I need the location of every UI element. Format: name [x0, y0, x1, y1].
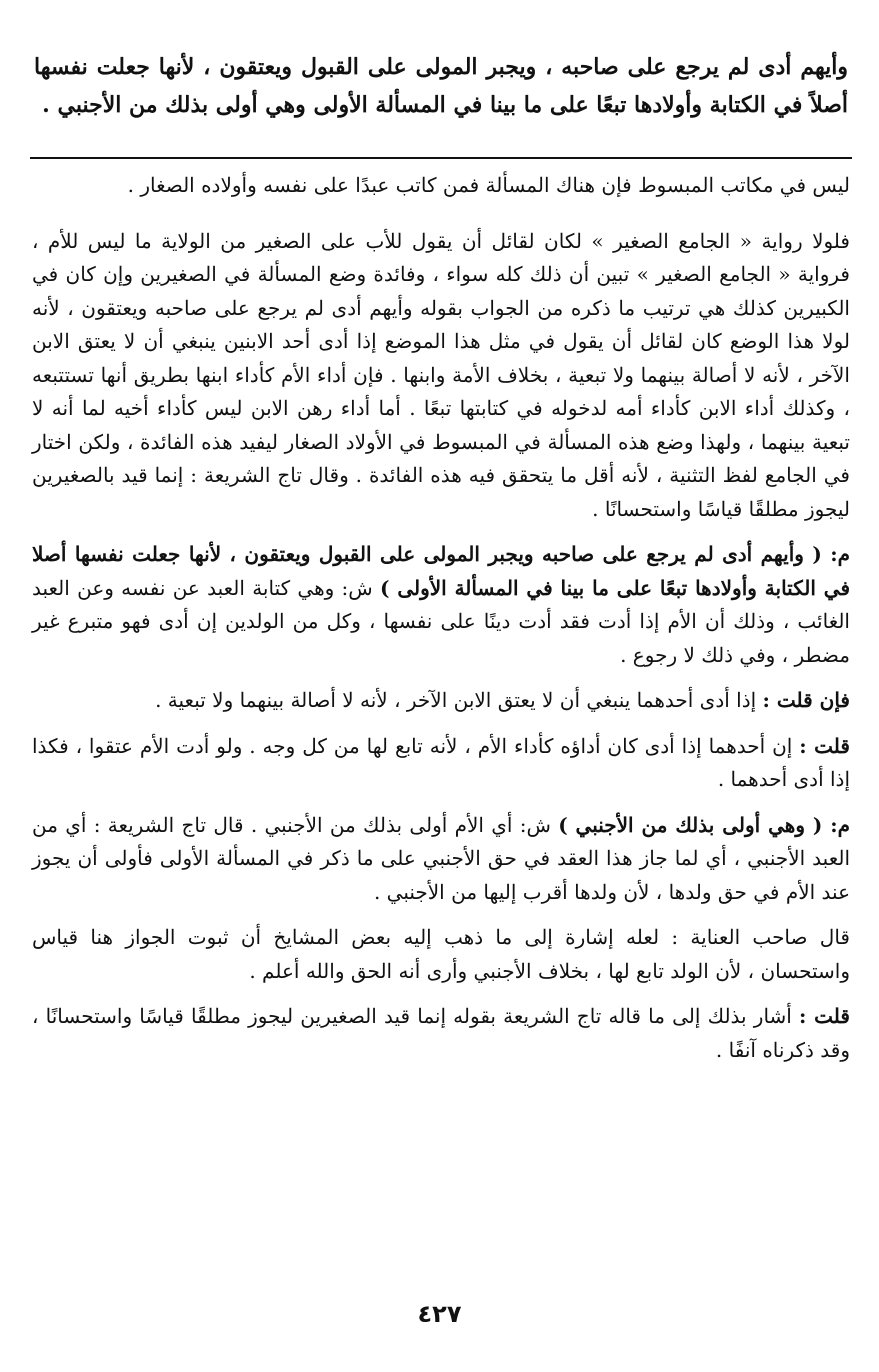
paragraph-text: قال صاحب العناية : لعله إشارة إلى ما ذهب إليه بعض المشايخ أن ثبوت الجواز هنا قياس واستحسان ، لأن الولد تابع لها ، بخلاف الأجنبي وأرى أنه الحق والله أعلم .	[32, 925, 850, 983]
commentary-paragraph-5	[30, 730, 852, 797]
paragraph-text: فلولا رواية « الجامع الصغير » لكان لقائل أن يقول للأب على الصغير من الولاية ما ليس للأم ، فرواية « الجامع الصغير » تبين أن ذلك كله سواء ، وفائدة وضع المسألة في الصغيرين وإن كان في الكبيرين كذلك هي ترتيب ما ذكره من الجواب بقوله وأيهم أدى لم يرجع على صاحبه ويعتقون ، لأنه لولا هذا الوضع كان لقائل أن يقول في مثل هذا الموضع إذا أدى أحد الابنين ينبغي أن لا يعتق الابن الآخر ، لأنه لا أصالة بينهما ولا تبعية ، بخلاف الأمة وابنها . فإن أداء الأم كأداء ابنها بطريق أنها تستتبعه ، وكذلك أداء الابن كأداء أمه لدخوله في كتابتها تبعًا . أما أداء رهن الابن ليس كأداء أخيه لما أنه لا تبعية بينهما ، ولهذا وضع هذه المسألة في المبسوط في الأولاد الصغار ليفيد هذه الفائدة ، ولكن اختار في الجامع لفظ التثنية ، لأنه أقل ما يتحقق فيه هذه الفائدة . وقال تاج الشريعة : إنما قيد بالصغيرين ليجوز مطلقًا قياسًا واستحسانًا .	[32, 228, 850, 521]
commentary-paragraph-2	[30, 225, 852, 527]
commentary	[30, 169, 852, 1067]
footnote-divider	[30, 157, 852, 159]
page-body	[30, 48, 852, 1079]
commentary-paragraph-1	[30, 169, 852, 203]
paragraph-lead: قلت :	[799, 733, 850, 758]
paragraph-text: ش: وهي كتابة العبد عن نفسه وعن العبد الغائب ، وذلك أن الأم إذا أدت فقد أدت دينًا على نفسها ، وكل من الولدين إن أدى فهو متبرع غير مضطر ، وفي ذلك لا رجوع .	[32, 575, 850, 667]
paragraph-text: ش: أي الأم أولى بذلك من الأجنبي . قال تاج الشريعة : أي من العبد الأجنبي ، أي لما جاز هذا العقد في حق الأجنبي على ما ذكر في المسألة الأولى فأولى أن يجوز عند الأم في حق ولدها ، لأن ولدها أقرب إليها من الأجنبي .	[32, 812, 851, 904]
matn-text: وأيهم أدى لم يرجع على صاحبه ، ويجبر المولى على القبول ويعتقون ، لأنها جعلت نفسها أصلاً في الكتابة وأولادها تبعًا على ما بينا في المسألة الأولى وهي أولى بذلك من الأجنبي .	[34, 54, 848, 118]
page-number: ٤٢٧	[417, 1300, 462, 1328]
paragraph-text: أشار بذلك إلى ما قاله تاج الشريعة بقوله إنما قيد الصغيرين ليجوز مطلقًا قياسًا واستحسانًا ، وقد ذكرناه آنفًا .	[32, 1004, 850, 1062]
paragraph-text: إن أحدهما إذا أدى كان أداؤه كأداء الأم ، لأنه تابع لها من كل وجه . ولو أدت الأم عتقوا ، فكذا إذا أدى أحدهما .	[32, 733, 850, 791]
paragraph-lead: م: ( وأيهم أدى لم يرجع على صاحبه ويجبر المولى على القبول ويعتقون ، لأنها جعلت نفسها أصلا في الكتابة وأولادها تبعًا على ما بينا في المسألة الأولى )	[32, 542, 851, 600]
paragraph-lead: فإن قلت :	[762, 688, 850, 712]
commentary-paragraph-8	[30, 1000, 852, 1067]
commentary-paragraph-7	[30, 921, 852, 988]
commentary-paragraph-4	[30, 684, 852, 718]
paragraph-text: ليس في مكاتب المبسوط فإن هناك المسألة فمن كاتب عبدًا على نفسه وأولاده الصغار .	[127, 173, 850, 197]
paragraph-lead: م: ( وهي أولى بذلك من الأجنبي )	[558, 812, 850, 837]
commentary-paragraph-3	[30, 538, 852, 672]
paragraph-text: إذا أدى أحدهما ينبغي أن لا يعتق الابن الآخر ، لأنه لا أصالة بينهما ولا تبعية .	[155, 688, 763, 712]
paragraph-lead: قلت :	[799, 1004, 850, 1028]
commentary-paragraph-6	[30, 809, 852, 910]
